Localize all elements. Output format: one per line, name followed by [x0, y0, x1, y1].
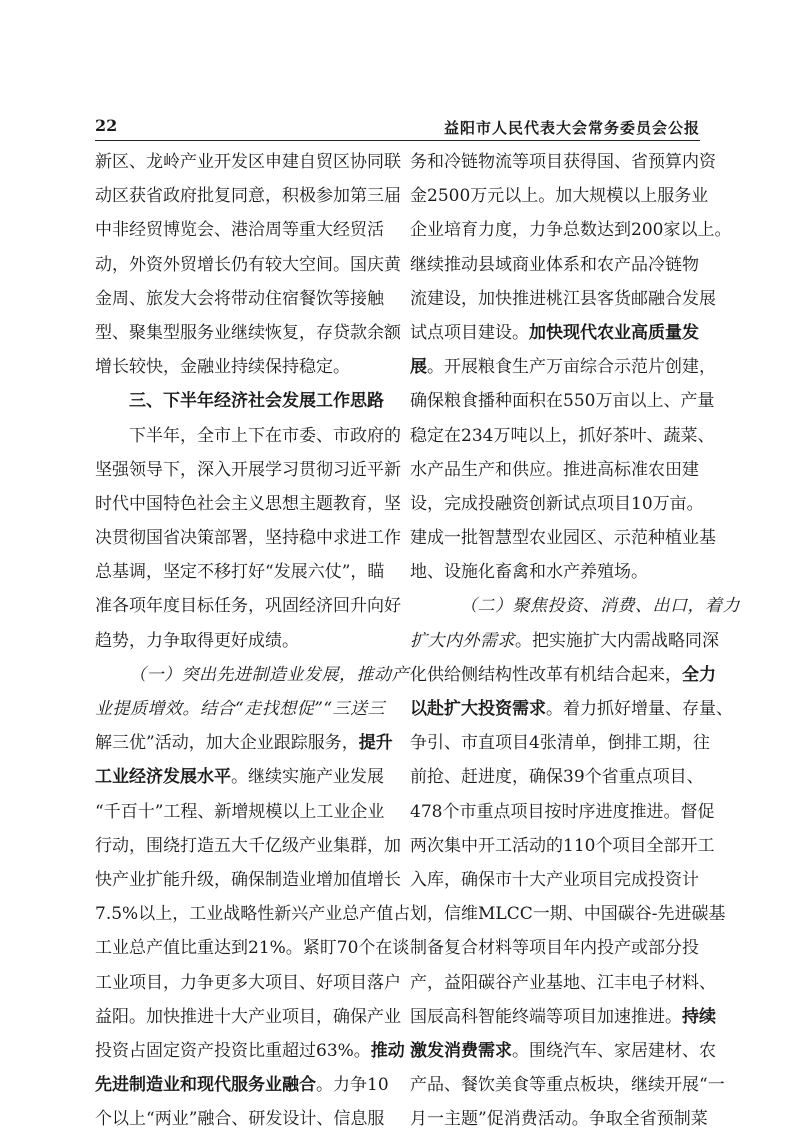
- bold-phrase: 持续: [682, 1006, 716, 1027]
- text-line: 金周、旅发大会将带动住宿餐饮等接触: [95, 288, 384, 309]
- text-line: 月一主题”促消费活动。争取全省预制菜: [410, 1109, 708, 1130]
- text-line: 设，完成投融资创新试点项目10万亩。: [410, 493, 704, 514]
- text-line: 确保粮食播种面积在550万亩以上、产量: [410, 391, 715, 412]
- text-line: “千百十”工程、新增规模以上工业企业: [95, 801, 385, 822]
- header-rule: [95, 140, 700, 141]
- bold-phrase: 工业经济发展水平: [95, 767, 231, 788]
- text-line: 坚强领导下，深入开展学习贯彻习近平新: [95, 459, 401, 480]
- text-line: 总基调，坚定不移打好“发展六仗”，瞄: [95, 562, 385, 583]
- bold-phrase: 展: [410, 357, 427, 378]
- text-line: 先进制造业和现代服务业融合。力争10: [95, 1075, 389, 1096]
- text-line: 解三优”活动，加大企业跟踪服务，提升: [95, 733, 393, 754]
- text-line: 中非经贸博览会、港洽周等重大经贸活: [95, 220, 384, 241]
- text-line: 流建设，加快推进桃江县客货邮融合发展: [410, 288, 716, 309]
- bold-phrase: 推动: [370, 1040, 405, 1061]
- text-line: 入库，确保市十大产业项目完成投资计: [410, 869, 699, 890]
- text-line: 金2500万元以上。加大规模以上服务业: [410, 186, 709, 207]
- text-line: 前抢、赶进度，确保39个省重点项目、: [410, 767, 704, 788]
- text-line: 企业培育力度，力争总数达到200家以上。: [410, 220, 732, 241]
- text-line: 动区获省政府批复同意，积极参加第三届: [95, 186, 401, 207]
- text-line: 工业总产值比重达到21%。紧盯70个在谈: [95, 938, 410, 959]
- text-line: 激发消费需求。围绕汽车、家居建材、农: [410, 1040, 716, 1061]
- text-line: 制备复合材料等项目年内投产或部分投: [410, 938, 699, 959]
- text-line: 业提质增效。结合“走找想促”“三送三: [95, 699, 386, 719]
- text-line: 时代中国特色社会主义思想主题教育，坚: [95, 493, 401, 514]
- text-line: 两次集中开工活动的110个项目全部开工: [410, 835, 715, 856]
- subsection-heading: （一）突出先进制造业发展，推动产: [129, 664, 409, 685]
- bold-phrase: 加快现代农业高质量发: [529, 322, 699, 343]
- text-line: 化供给侧结构性改革有机结合起来，全力: [410, 664, 716, 685]
- text-line: 型、聚集型服务业继续恢复，存贷款余额: [95, 322, 401, 343]
- text-line: 增长较快，金融业持续保持稳定。: [95, 357, 350, 378]
- bold-phrase: 激发消费需求: [410, 1040, 512, 1061]
- text-line: 工业经济发展水平。继续实施产业发展: [95, 767, 384, 788]
- section-heading: 三、下半年经济社会发展工作思路: [129, 391, 384, 412]
- text-line: 国辰高科智能终端等项目加速推进。持续: [410, 1006, 716, 1027]
- text-line: 7.5%以上，工业战略性新兴产业总产值占: [95, 904, 411, 925]
- text-line: 稳定在234万吨以上，抓好茶叶、蔬菜、: [410, 425, 715, 446]
- text-line: 产，益阳碳谷产业基地、江丰电子材料、: [410, 972, 716, 993]
- bold-phrase: 以赴扩大投资需求: [410, 699, 546, 719]
- text-line: 动，外资外贸增长仍有较大空间。国庆黄: [95, 254, 401, 275]
- text-line: 展。开展粮食生产万亩综合示范片创建，: [410, 357, 716, 378]
- text-line: 个以上“两业”融合、研发设计、信息服: [95, 1109, 385, 1130]
- subsection-heading: （二）聚焦投资、消费、出口，着力: [460, 596, 740, 617]
- text-line: 新区、龙岭产业开发区申建自贸区协同联: [95, 152, 401, 172]
- page-number: 22: [95, 116, 118, 135]
- text-line: 继续推动县域商业体系和农产品冷链物: [410, 254, 699, 275]
- text-line: 趋势，力争取得更好成绩。: [95, 630, 299, 651]
- text-line: 产品、餐饮美食等重点板块，继续开展“一: [410, 1075, 725, 1096]
- text-line: 划，信维MLCC一期、中国碳谷-先进碳基: [410, 904, 726, 925]
- right-column: [410, 145, 740, 1136]
- text-line: 益阳。加快推进十大产业项目，确保产业: [95, 1006, 401, 1027]
- text-line: 以赴扩大投资需求。着力抓好增量、存量、: [410, 699, 733, 719]
- text-line: 下半年，全市上下在市委、市政府的: [129, 425, 401, 446]
- text-line: 478个市重点项目按时序进度推进。督促: [410, 801, 715, 822]
- text-line: 水产品生产和供应。推进高标准农田建: [410, 459, 699, 480]
- journal-title: 益阳市人民代表大会常务委员会公报: [443, 119, 700, 137]
- bold-phrase: 全力: [682, 664, 716, 685]
- text-line: 行动，围绕打造五大千亿级产业集群，加: [95, 835, 401, 856]
- text-line: 工业项目，力争更多大项目、好项目落户: [95, 972, 401, 993]
- bold-phrase: 先进制造业和现代服务业融合: [95, 1075, 316, 1096]
- text-line: 投资占固定资产投资比重超过63%。推动: [95, 1040, 405, 1061]
- text-line: 准各项年度目标任务，巩固经济回升向好: [95, 596, 401, 617]
- text-line: 快产业扩能升级，确保制造业增加值增长: [95, 869, 401, 890]
- text-line: 务和冷链物流等项目获得国、省预算内资: [410, 152, 716, 172]
- text-line: 地、设施化畜禽和水产养殖场。: [410, 562, 648, 583]
- page-header: [95, 116, 700, 140]
- text-line: 争引、市直项目4张清单，倒排工期，往: [410, 733, 710, 754]
- text-line: 建成一批智慧型农业园区、示范种植业基: [410, 528, 716, 549]
- text-line: 试点项目建设。加快现代农业高质量发: [410, 322, 699, 343]
- text-line: 扩大内外需求。把实施扩大内需战略同深: [410, 630, 719, 651]
- bold-phrase: 提升: [358, 733, 393, 754]
- left-column: [95, 145, 411, 1136]
- text-line: 决贯彻国省决策部署，坚持稳中求进工作: [95, 528, 401, 549]
